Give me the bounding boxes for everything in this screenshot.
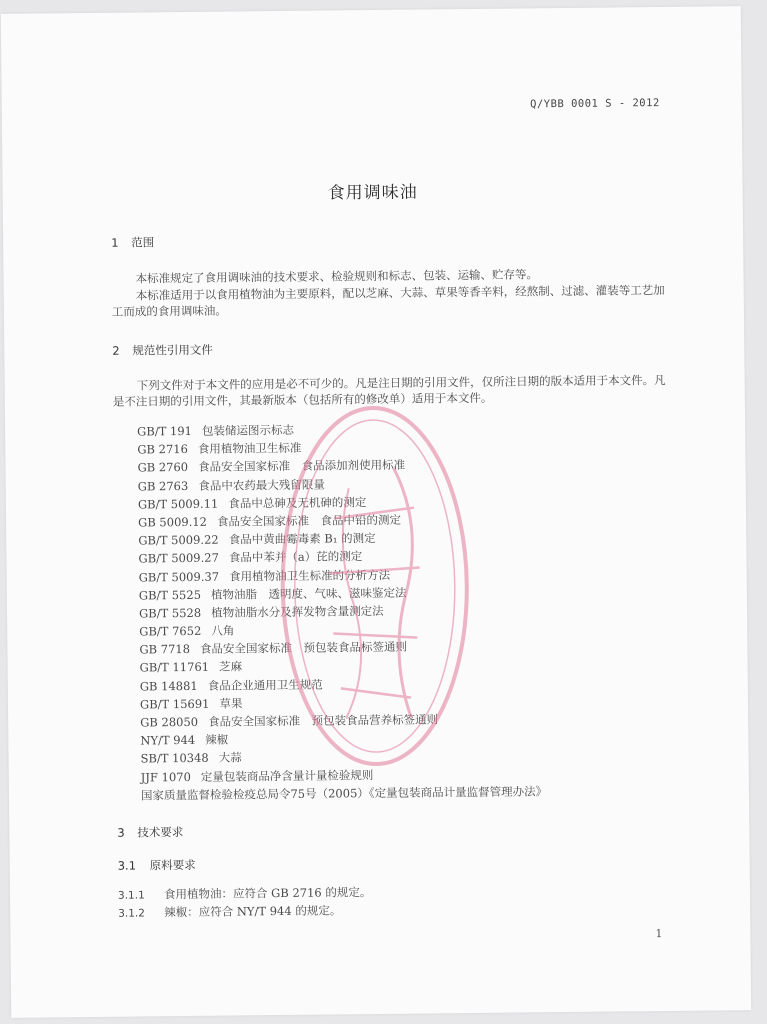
reference-code: GB 2763 [137, 478, 189, 494]
section-title: 规范性引用文件 [132, 342, 213, 358]
subsection-number: 3.1 [117, 858, 137, 873]
section-title: 范围 [131, 235, 155, 250]
reference-code: SB/T 10348 [140, 751, 209, 766]
reference-code: NY/T 944 [140, 733, 196, 748]
reference-code: GB/T 11761 [139, 660, 210, 675]
clause-number: 3.1.2 [118, 907, 145, 920]
section-number: 3 [117, 825, 125, 840]
reference-list [137, 418, 547, 804]
document-page [1, 6, 751, 1018]
subsection-title: 原料要求 [149, 857, 196, 873]
clause-3-1-2 [118, 902, 341, 920]
reference-code: GB 28050 [140, 714, 199, 730]
reference-name: 食品安全国家标准 食品添加剂使用标准 [198, 458, 406, 475]
reference-name: 食用植物油卫生标准 [197, 440, 302, 457]
reference-code: GB/T 5528 [138, 605, 202, 621]
reference-name: 植物油脂 透明度、气味、滋味鉴定法 [210, 585, 407, 602]
reference-code: GB 2760 [137, 460, 189, 475]
section-title: 技术要求 [137, 825, 184, 840]
reference-name: 食品中黄曲霉毒素 B₁ 的测定 [228, 531, 376, 547]
section-heading-scope [111, 234, 154, 250]
reference-name: 食品中农药最大残留限量 [198, 477, 325, 493]
page-number: 1 [655, 927, 663, 941]
reference-name: 定量包装商品净含量计量检验规则 [200, 767, 374, 784]
scope-paragraph-1: 本标准规定了食用调味油的技术要求、检验规则和标志、包装、运输、贮存等。 [135, 267, 539, 286]
reference-name: 辣椒 [205, 732, 229, 747]
reference-code: JJF 1070 [140, 769, 191, 785]
clause-number: 3.1.1 [117, 889, 145, 902]
reference-code: GB/T 15691 [139, 696, 210, 712]
reference-code: GB/T 7652 [139, 623, 202, 639]
reference-code: GB/T 191 [137, 423, 193, 439]
reference-code: GB 5009.12 [138, 514, 208, 530]
reference-code: GB/T 5009.11 [137, 496, 219, 512]
reference-name: 国家质量监督检验检疫总局令75号（2005）《定量包装商品计量监督管理办法》 [140, 783, 548, 803]
reference-name: 食品安全国家标准 预包装食品标签通则 [199, 639, 408, 657]
reference-code: GB/T 5009.22 [138, 532, 219, 548]
reference-name: 大蒜 [218, 750, 242, 766]
reference-name: 包装储运图示标志 [201, 422, 295, 438]
reference-name: 食用植物油卫生标准的分析方法 [228, 567, 391, 584]
reference-name: 八角 [211, 623, 235, 638]
subsection-heading-materials [118, 857, 196, 874]
reference-code: GB/T 5525 [138, 587, 202, 603]
reference-code: GB 7718 [139, 642, 191, 657]
scope-paragraph-2: 本标准适用于以食用植物油为主要原料，配以芝麻、大蒜、草果等香辛料，经熬制、过滤、灌装等工艺加工而成的食用调味油。 [111, 282, 665, 319]
reference-name: 食品中总砷及无机砷的测定 [228, 494, 367, 511]
section-number: 1 [111, 235, 119, 250]
document-title: 食用调味油 [327, 182, 418, 204]
reference-code: GB/T 5009.37 [138, 569, 220, 584]
reference-code: GB 14881 [139, 678, 198, 694]
clause-text: 食用植物油：应符合 GB 2716 的规定。 [163, 885, 372, 902]
clause-text: 辣椒：应符合 NY/T 944 的规定。 [164, 903, 342, 920]
reference-name: 食品安全国家标准 食品中铅的测定 [216, 512, 402, 529]
references-intro: 下列文件对于本文件的应用是必不可少的。凡是注日期的引用文件，仅所注日期的版本适用于本文件。凡是不注日期的引用文件，其最新版本（包括所有的修改单）适用于本文件。 [112, 372, 666, 409]
reference-name: 植物油脂水分及挥发物含量测定法 [211, 603, 384, 620]
section-heading-references [112, 342, 213, 359]
document-code: Q/YBB 0001 S - 2012 [530, 97, 660, 111]
reference-code: GB 2716 [137, 442, 188, 457]
section-number: 2 [112, 343, 120, 358]
reference-name: 食品安全国家标准 预包装食品营养标签通则 [208, 712, 439, 729]
reference-name: 草果 [219, 696, 243, 711]
reference-name: 芝麻 [218, 659, 243, 675]
reference-name: 食品企业通用卫生规范 [207, 677, 323, 693]
reference-item [141, 782, 547, 804]
section-heading-technical [117, 824, 183, 841]
reference-code: GB/T 5009.27 [138, 550, 219, 566]
clause-3-1-1 [118, 884, 372, 903]
reference-name: 食品中苯并（a）芘的测定 [228, 549, 363, 565]
